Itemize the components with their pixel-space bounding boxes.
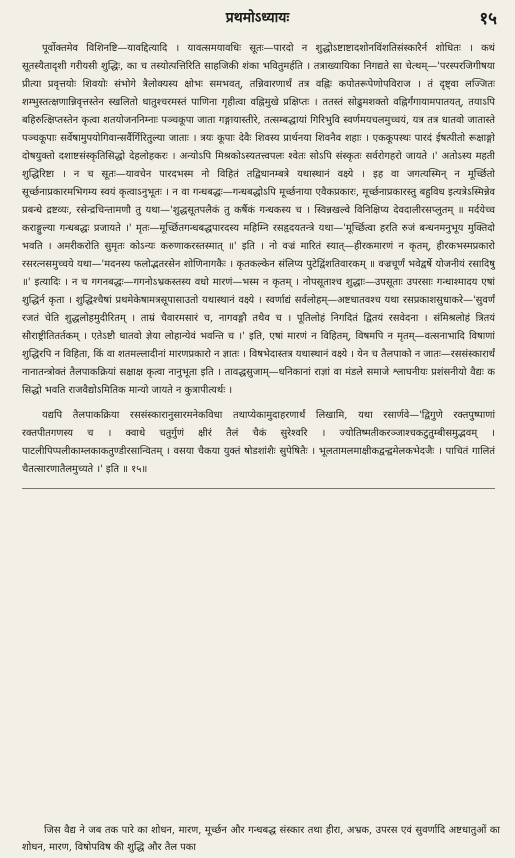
sanskrit-commentary	[22, 40, 495, 489]
hindi-paragraph: जिस वैद्य ने जब तक पारे का शोधन, मारण, मूर्च्छन और गन्धबद्ध संस्कार तथा हीरा, अभ्रक, उपरस एवं सुवर्णादि अष्टधातुओं का शोधन, मारण, विषोपविष की शुद्धि और तैल पका	[22, 825, 500, 853]
page-header	[0, 4, 515, 32]
sanskrit-paragraph: यद्यपि तैलपाकक्रिया रससंस्कारानुसारमनेकविधा तथाप्येकामुदाहरणार्थं लिखामि, यथा रसार्णवे—'द्विगुणे रक्तपुष्पाणां रक्तपीतगणस्य च । क्वाथे चतुर्गुणं क्षीरं तैलं चैकं सुरेश्वरि । ज्योतिष्मतीकरञ्जाश्चकटुतुम्बीसमुद्भवम् । पाटलीपिप्पलीकाम्लकाकतुण्डीरसान्वितम् । वसया चैकया युक्तं षोडशांशैः सुपेषितैः । भूलतामलमाक्षीकद्वन्द्वमेलकभेदजैः । पाचितं गालितं चैतत्सारणातैलमुच्यते ।' इति ॥ १५॥	[22, 410, 495, 475]
sanskrit-paragraph: पूर्वोक्तमेव विशिनष्टि—यावद्दित्यादि । यावत्समयावधिः सूतः—पारदो न शुद्धोऽष्टाष्टादशोनविंशतिसंस्कारैर्न शोधितः । कथं सूतस्यैतादृशी गरीयसी शुद्धिः, का च तस्योत्पत्तिरिति साहजिकी शंका भवितुमर्हति । तत्राख्यायिका निगद्यते सा चेत्थम्—'परस्परजिगीषया प्रीत्या प्रवृत्तयोः शिवयोः संभोगे त्रैलोक्यस्य क्षोभः समभवत्, तन्निवारणार्थं तत्र वह्निः कपोतरूपेणोपविराज । तं दृष्ट्वा लज्जितः शम्भुस्तत्क्षणान्निवृत्तस्तेन स्खलितो धातुश्चरमस्तं पाणिना गृहीत्वा वह्निमुखे प्रक्षिप्तः । ततस्तं सोढुमशक्तो वह्निर्गंगायामपातयत्, तयाऽपि बहिरुत्क्षिप्तस्तेन कृत्वा शतयोजननिम्नाः पञ्चकूपा जाता गङ्गायास्तीरे, तत्सम्बद्धायां गिरिभुवि स्वर्णमयचलमुच्चयं, यत्र तत्र धातवो जातास्ते पञ्चकूपाः सर्वेषामुपयोगिवान्सर्वैर्गिरितुल्या जाताः । त्रयः कूपाः देवैः शिवस्य प्रार्थनया शिवनैव शहाः । एककूपस्थः पारदं ईषत्पीतो रूक्षाङ्गो दोषयुक्तो दशाष्टसंस्कृतिसिद्धो देहलोहकरः । अन्योऽपि मिश्रकोऽस्यतत्त्वपलः श्वेतः सोऽपि संस्कृतः सर्वरोगहरो जायते ।' अतोऽस्य महती शुद्धिरिष्टा । न च सूतः—यावचेन पारदभस्म नो विहितं तद्विधानम्बत्रे यथास्थानं वक्ष्ये । इह वा जगत्यस्मिन् न मूर्च्छितो सूर्च्छनाप्रकारमभिगम्य स्वयं कृत्वाऽनुभूतः । न वा गन्धबद्धः—गन्धबद्धोऽपि मूर्च्छनाया एवैकप्रकारः, मूर्च्छनाप्रकारस्तु बहुविध इत्यत्रेऽस्मिन्नेव प्रबन्धे द्रष्टव्यः, रसेन्द्रचिन्तामणौ तु यथा—'शुद्धसूतपलैकं तु कर्षैकं गन्धकस्य च । स्विन्नखल्वे विनिक्षिप्य देवदालीरसप्लुतम् ॥ मर्दयेच्च कराङ्गुल्या गन्धबद्धः प्रजायते ।' मृतः—मूर्च्छितगन्धबद्धपारदस्य महिम्नि रसहृदयतन्त्रे यथा—'मूर्च्छित्वा हरति रुजं बन्धनमनुभूय मुक्तिदो भवति । अमरीकरोति सुमृतः कोऽन्यः करुणाकरस्तस्मात् ॥' इति । नो वज्रं मारितं स्यात्—हीरकमारणं न कृतम्, हीरकभस्मप्रकारो रसरत्नसमुच्चये यथा—'मदनस्य फलोद्भतरसेन शोणिनागकैः । कृतकल्केन संलिप्य पुटेद्विंशतिवारकम् ॥ वज्रचूर्णं भवेद्वर्षे योजनीयं रसादिषु ॥' इत्यादिः । न च गगनबद्धः—गगनोऽभ्रकस्तस्य वधो मारणं—भस्म न कृतम् । नोपसूताश्च शुद्धाः—उपसूताः उपरसाः गन्धाश्मादय एषां शुद्धिर्न कृता । शुद्धिश्चैषां प्रथमेकेषामत्रसूपासाउतो यथास्थानं वक्ष्ये । स्वर्णाद्यं सर्वलोहम्—अष्टधातवश्च यथा रसप्रकाशसुधाकरे—'सुवर्णं रजतं चेति शुद्धलोहमुदीरितम् । ताम्रं चैवारमसारं च, नागवङ्गौ तथैव च । पूतिलोहं निगदितं द्वितयं रसवेदना । संमिश्रलोहं त्रितयं सौराष्ट्रीतितर्तकम् । एतेऽष्टौ धातवो ज्ञेया लोहान्येवं भवन्ति च ।' इति, एषां मारणं न विहितम्, विषमपि न मृतम्—वत्सनाभादि विषाणां शुद्धिरपि न विहिता, किं वा शतमल्लादीनां मारणप्रकारो न ज्ञातः । विषभेदास्तत्र यथास्थानं वक्ष्ये । येन च तैलपाको न जातः—रससंस्कारार्थं नानातन्त्रोक्तं तैलपाकक्रियां सक्षाक्ष कृत्वा नानुभूता इति । तावद्धसुजाम्—धनिकानां राज्ञां वा मंडले समाजे श्लाघनीयः प्रशंसनीयो वैद्यः क सिद्धो भवति राजवैद्योऽमितिक मान्यो जायते न कुत्रापीत्यर्थः ।	[22, 43, 495, 396]
hindi-commentary	[22, 822, 500, 856]
chapter-title: प्रथमोऽध्यायः	[225, 10, 290, 26]
page-number: १५	[479, 9, 497, 29]
section-divider	[22, 488, 495, 489]
